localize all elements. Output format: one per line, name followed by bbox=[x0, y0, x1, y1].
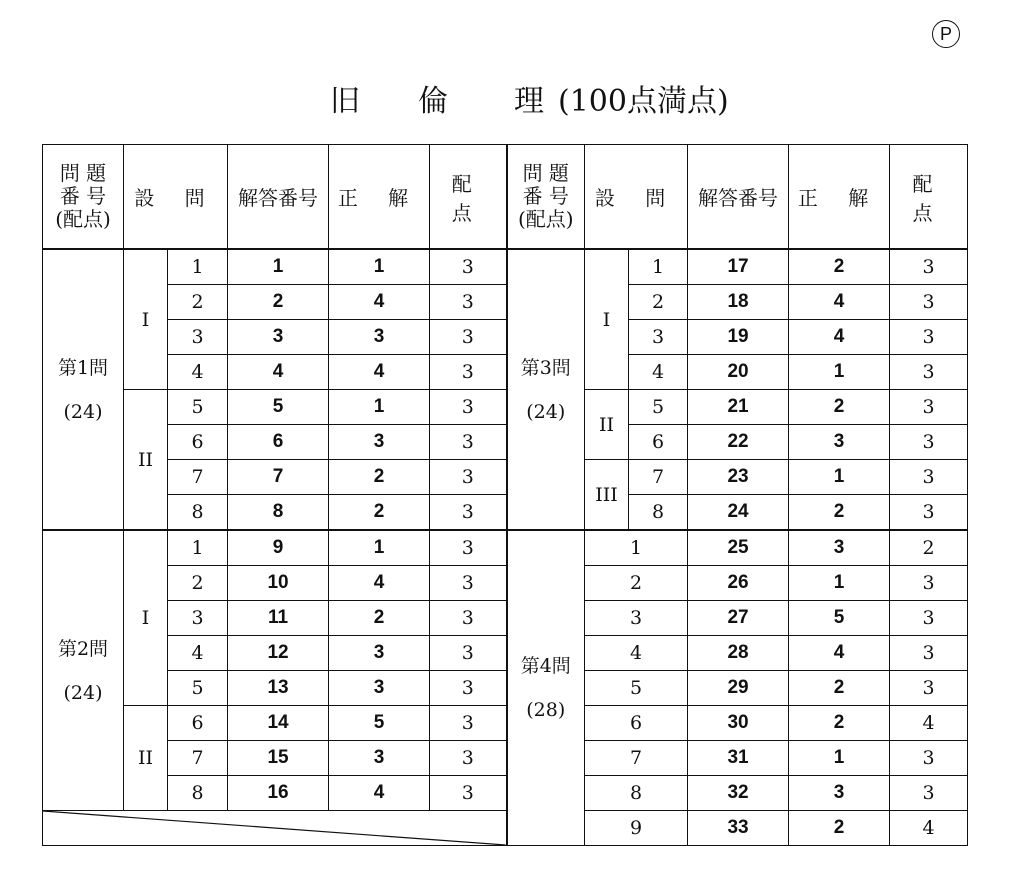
right-question-no: 3 bbox=[629, 320, 688, 355]
right-question-no: 1 bbox=[629, 249, 688, 285]
left-answer-number: 2 bbox=[228, 285, 329, 320]
right-question-no: 6 bbox=[629, 425, 688, 460]
right-points: 3 bbox=[890, 390, 968, 425]
header-mondai-right bbox=[507, 145, 585, 250]
right-points: 3 bbox=[890, 741, 968, 776]
left-points: 3 bbox=[430, 390, 507, 425]
right-question-no: 2 bbox=[585, 566, 688, 601]
left-question-no: 3 bbox=[168, 320, 228, 355]
table-row bbox=[43, 355, 968, 390]
header-mondai-line3: (配点) bbox=[55, 207, 111, 231]
table-row bbox=[43, 601, 968, 636]
left-correct-answer: 3 bbox=[329, 636, 430, 671]
right-question-no: 5 bbox=[629, 390, 688, 425]
right-question-no: 2 bbox=[629, 285, 688, 320]
left-points: 3 bbox=[430, 320, 507, 355]
header-haiten-label: 配 点 bbox=[451, 171, 484, 225]
left-question-no: 1 bbox=[168, 249, 228, 285]
left-correct-answer: 4 bbox=[329, 285, 430, 320]
right-correct-answer: 4 bbox=[789, 285, 890, 320]
left-points: 3 bbox=[430, 495, 507, 531]
right-correct-answer: 2 bbox=[789, 390, 890, 425]
left-correct-answer: 5 bbox=[329, 706, 430, 741]
table-row bbox=[43, 460, 968, 495]
left-points: 3 bbox=[430, 249, 507, 285]
left-points: 3 bbox=[430, 285, 507, 320]
section-q2 bbox=[43, 530, 124, 811]
header-kaito-left: 解答番号 bbox=[228, 145, 329, 250]
right-correct-answer: 2 bbox=[789, 811, 890, 846]
table-row bbox=[43, 741, 968, 776]
part-p2-cell: II bbox=[585, 390, 629, 460]
left-question-no: 8 bbox=[168, 495, 228, 531]
right-answer-number: 30 bbox=[688, 706, 789, 741]
right-question-no: 4 bbox=[629, 355, 688, 390]
right-answer-number: 18 bbox=[688, 285, 789, 320]
right-answer-number: 33 bbox=[688, 811, 789, 846]
table-row bbox=[43, 530, 968, 566]
right-points: 3 bbox=[890, 460, 968, 495]
right-points: 3 bbox=[890, 249, 968, 285]
left-question-no: 6 bbox=[168, 425, 228, 460]
table-row bbox=[43, 285, 968, 320]
right-points: 4 bbox=[890, 706, 968, 741]
left-answer-number: 13 bbox=[228, 671, 329, 706]
right-answer-number: 26 bbox=[688, 566, 789, 601]
left-question-no: 2 bbox=[168, 285, 228, 320]
left-points: 3 bbox=[430, 460, 507, 495]
right-points: 3 bbox=[890, 566, 968, 601]
left-question-no: 5 bbox=[168, 671, 228, 706]
header-kaito-right: 解答番号 bbox=[688, 145, 789, 250]
right-question-no: 1 bbox=[585, 530, 688, 566]
left-points: 3 bbox=[430, 741, 507, 776]
right-points: 3 bbox=[890, 601, 968, 636]
right-answer-number: 19 bbox=[688, 320, 789, 355]
right-correct-answer: 1 bbox=[789, 355, 890, 390]
table-row bbox=[43, 390, 968, 425]
left-points: 3 bbox=[430, 566, 507, 601]
section-q1-points: (24) bbox=[63, 400, 103, 423]
right-correct-answer: 1 bbox=[789, 741, 890, 776]
left-answer-number: 11 bbox=[228, 601, 329, 636]
left-question-no: 7 bbox=[168, 741, 228, 776]
left-answer-number: 12 bbox=[228, 636, 329, 671]
section-q1-name: 第1問 bbox=[57, 356, 109, 379]
right-answer-number: 17 bbox=[688, 249, 789, 285]
right-question-no: 5 bbox=[585, 671, 688, 706]
left-points: 3 bbox=[430, 601, 507, 636]
table-row bbox=[43, 425, 968, 460]
title-char-2: 倫 bbox=[418, 84, 448, 119]
part-p1-cell: I bbox=[124, 249, 168, 390]
header-row bbox=[43, 145, 968, 250]
right-correct-answer: 3 bbox=[789, 776, 890, 811]
diagonal-slash bbox=[43, 811, 506, 845]
left-answer-number: 4 bbox=[228, 355, 329, 390]
publisher-mark: P bbox=[932, 20, 960, 48]
left-question-no: 1 bbox=[168, 530, 228, 566]
section-q1 bbox=[43, 249, 124, 530]
left-correct-answer: 3 bbox=[329, 741, 430, 776]
right-points: 3 bbox=[890, 355, 968, 390]
header-mondai-line1: 問 題 bbox=[522, 161, 569, 185]
right-question-no: 3 bbox=[585, 601, 688, 636]
left-points: 3 bbox=[430, 530, 507, 566]
left-question-no: 7 bbox=[168, 460, 228, 495]
left-points: 3 bbox=[430, 636, 507, 671]
right-correct-answer: 4 bbox=[789, 320, 890, 355]
part-p1-cell: I bbox=[124, 530, 168, 706]
left-answer-number: 7 bbox=[228, 460, 329, 495]
header-mondai-left bbox=[43, 145, 124, 250]
header-haiten-left bbox=[430, 145, 507, 250]
right-question-no: 8 bbox=[629, 495, 688, 531]
right-points: 2 bbox=[890, 530, 968, 566]
right-answer-number: 32 bbox=[688, 776, 789, 811]
section-q3-points: (24) bbox=[526, 400, 566, 423]
left-answer-number: 3 bbox=[228, 320, 329, 355]
right-correct-answer: 1 bbox=[789, 460, 890, 495]
right-correct-answer: 5 bbox=[789, 601, 890, 636]
right-answer-number: 24 bbox=[688, 495, 789, 531]
left-correct-answer: 3 bbox=[329, 320, 430, 355]
left-correct-answer: 1 bbox=[329, 530, 430, 566]
title-char-3: 理 bbox=[514, 84, 544, 119]
left-correct-answer: 2 bbox=[329, 495, 430, 531]
section-q3 bbox=[507, 249, 585, 530]
right-question-no: 9 bbox=[585, 811, 688, 846]
part-p2-cell: II bbox=[124, 706, 168, 811]
left-question-no: 2 bbox=[168, 566, 228, 601]
header-seikai-left bbox=[329, 145, 430, 250]
right-points: 4 bbox=[890, 811, 968, 846]
left-points: 3 bbox=[430, 355, 507, 390]
header-setsumon-left bbox=[124, 145, 228, 250]
left-answer-number: 10 bbox=[228, 566, 329, 601]
table-row bbox=[43, 566, 968, 601]
header-seikai-right bbox=[789, 145, 890, 250]
left-answer-number: 9 bbox=[228, 530, 329, 566]
section-q4-points: (28) bbox=[526, 699, 566, 721]
left-correct-answer: 1 bbox=[329, 249, 430, 285]
right-answer-number: 23 bbox=[688, 460, 789, 495]
table-row bbox=[43, 706, 968, 741]
section-q4 bbox=[507, 530, 585, 846]
right-correct-answer: 3 bbox=[789, 530, 890, 566]
left-correct-answer: 1 bbox=[329, 390, 430, 425]
left-answer-number: 1 bbox=[228, 249, 329, 285]
table-row bbox=[43, 811, 968, 846]
left-answer-number: 16 bbox=[228, 776, 329, 811]
left-question-no: 4 bbox=[168, 355, 228, 390]
right-question-no: 4 bbox=[585, 636, 688, 671]
left-points: 3 bbox=[430, 425, 507, 460]
right-points: 3 bbox=[890, 285, 968, 320]
header-mondai-line2: 番 号 bbox=[522, 184, 569, 208]
part-p2-cell: II bbox=[124, 390, 168, 531]
left-question-no: 8 bbox=[168, 776, 228, 811]
table-row bbox=[43, 671, 968, 706]
table-row bbox=[43, 495, 968, 531]
left-question-no: 5 bbox=[168, 390, 228, 425]
title-score-note: (100点満点) bbox=[558, 84, 729, 119]
right-points: 3 bbox=[890, 320, 968, 355]
right-correct-answer: 4 bbox=[789, 636, 890, 671]
right-correct-answer: 1 bbox=[789, 566, 890, 601]
header-haiten-label: 配 点 bbox=[912, 171, 945, 225]
right-answer-number: 22 bbox=[688, 425, 789, 460]
left-question-no: 6 bbox=[168, 706, 228, 741]
header-mondai-line2: 番 号 bbox=[59, 184, 107, 208]
right-answer-number: 28 bbox=[688, 636, 789, 671]
left-answer-number: 14 bbox=[228, 706, 329, 741]
right-question-no: 6 bbox=[585, 706, 688, 741]
header-mondai-line3: (配点) bbox=[517, 207, 574, 231]
left-correct-answer: 2 bbox=[329, 460, 430, 495]
header-setsumon-label: 設 問 bbox=[134, 186, 217, 210]
left-correct-answer: 3 bbox=[329, 425, 430, 460]
right-correct-answer: 2 bbox=[789, 706, 890, 741]
left-correct-answer: 4 bbox=[329, 566, 430, 601]
table-row bbox=[43, 320, 968, 355]
page-title bbox=[330, 76, 729, 120]
left-points: 3 bbox=[430, 776, 507, 811]
right-points: 3 bbox=[890, 776, 968, 811]
right-question-no: 7 bbox=[585, 741, 688, 776]
answer-key-table bbox=[42, 144, 968, 846]
left-answer-number: 15 bbox=[228, 741, 329, 776]
section-q2-name: 第2問 bbox=[57, 637, 109, 660]
right-answer-number: 27 bbox=[688, 601, 789, 636]
header-seikai-label: 正 解 bbox=[337, 186, 421, 210]
title-char-1: 旧 bbox=[330, 84, 360, 119]
section-q4-name: 第4問 bbox=[520, 655, 571, 677]
right-points: 3 bbox=[890, 671, 968, 706]
left-points: 3 bbox=[430, 671, 507, 706]
right-question-no: 8 bbox=[585, 776, 688, 811]
right-answer-number: 31 bbox=[688, 741, 789, 776]
header-mondai-line1: 問 題 bbox=[59, 161, 107, 185]
left-correct-answer: 4 bbox=[329, 776, 430, 811]
left-correct-answer: 2 bbox=[329, 601, 430, 636]
left-answer-number: 6 bbox=[228, 425, 329, 460]
left-question-no: 4 bbox=[168, 636, 228, 671]
header-setsumon-label: 設 問 bbox=[594, 186, 678, 210]
section-q2-points: (24) bbox=[63, 681, 103, 704]
section-q3-name: 第3問 bbox=[520, 356, 571, 379]
table-row bbox=[43, 636, 968, 671]
header-haiten-right bbox=[890, 145, 968, 250]
left-correct-answer: 3 bbox=[329, 671, 430, 706]
left-answer-number: 8 bbox=[228, 495, 329, 531]
right-answer-number: 29 bbox=[688, 671, 789, 706]
part-p1-cell: I bbox=[585, 249, 629, 390]
right-correct-answer: 2 bbox=[789, 249, 890, 285]
right-correct-answer: 2 bbox=[789, 495, 890, 531]
table-row bbox=[43, 776, 968, 811]
right-correct-answer: 3 bbox=[789, 425, 890, 460]
left-question-no: 3 bbox=[168, 601, 228, 636]
part-p3-cell: III bbox=[585, 460, 629, 531]
header-seikai-label: 正 解 bbox=[797, 186, 881, 210]
left-points: 3 bbox=[430, 706, 507, 741]
header-setsumon-right bbox=[585, 145, 688, 250]
left-correct-answer: 4 bbox=[329, 355, 430, 390]
empty-slash-cell bbox=[43, 811, 507, 846]
right-points: 3 bbox=[890, 636, 968, 671]
right-answer-number: 20 bbox=[688, 355, 789, 390]
right-question-no: 7 bbox=[629, 460, 688, 495]
right-correct-answer: 2 bbox=[789, 671, 890, 706]
right-points: 3 bbox=[890, 495, 968, 531]
table-row bbox=[43, 249, 968, 285]
right-answer-number: 21 bbox=[688, 390, 789, 425]
right-answer-number: 25 bbox=[688, 530, 789, 566]
right-points: 3 bbox=[890, 425, 968, 460]
left-answer-number: 5 bbox=[228, 390, 329, 425]
